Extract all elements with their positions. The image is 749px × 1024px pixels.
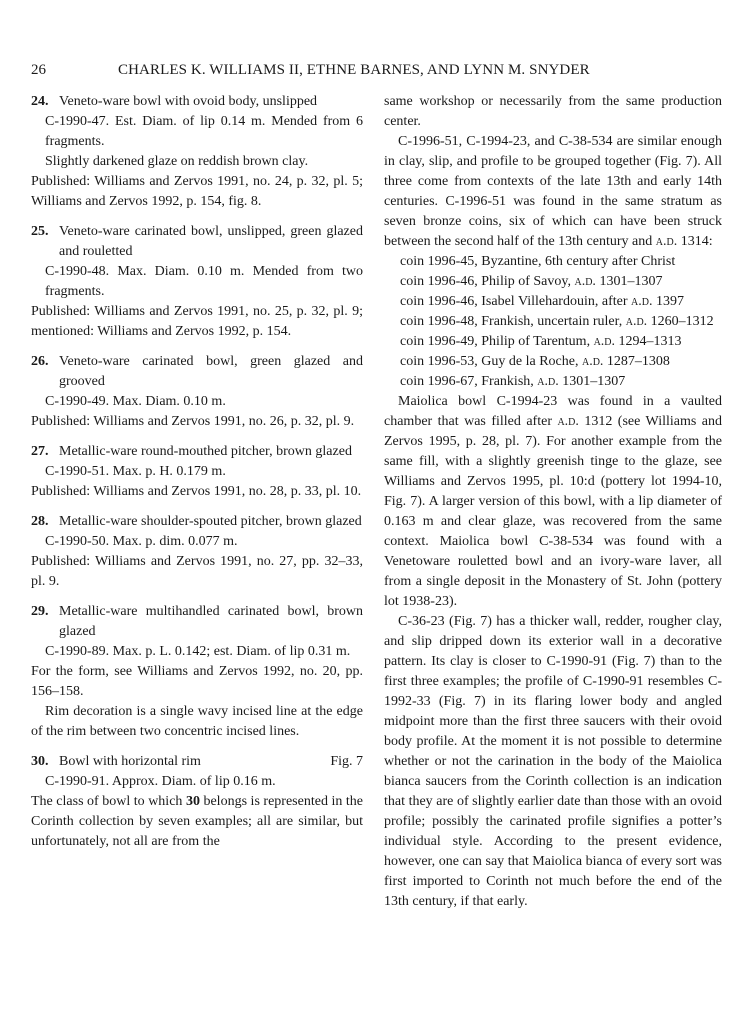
coin-item: coin 1996-48, Frankish, uncertain ruler, a.d. 1260–1312 <box>400 314 714 329</box>
entry-description: C-1990-51. Max. p. H. 0.179 m. <box>45 464 226 479</box>
entry-reference: For the form, see Williams and Zervos 1992, no. 20, pp. 156–158. <box>31 664 363 699</box>
left-column <box>31 92 363 852</box>
paragraph-maiolica-bowl: Maiolica bowl C-1994-23 was found in a vaulted chamber that was filled after a.d. 1312 (see Williams and Zervos 1995, p. 28, pl. 7). For another example from the same fill, with a slightly greenish tinge to the glaze, see Williams and Zervos 1995, pl. 10:d (pottery lot 1994-10, Fig. 7). A larger version of this bowl, with a lip diameter of 0.163 m and clear glaze, was recovered from the same context. Maiolica bowl C-38-534 was found with a Venetoware rouletted bowl and an ivory-ware laver, all from a single deposit in the Monastery of St. John (pottery lot 1938-23). <box>384 394 722 609</box>
entry-number: 24. <box>31 94 49 109</box>
entry-description: C-1990-49. Max. Diam. 0.10 m. <box>45 394 226 409</box>
entry-description: C-1990-47. Est. Diam. of lip 0.14 m. Mended from 6 fragments. <box>45 114 363 149</box>
entry-description: C-1990-50. Max. p. dim. 0.077 m. <box>45 534 238 549</box>
catalog-entry-25 <box>31 222 363 342</box>
catalog-entry-30 <box>31 752 363 852</box>
entry-title: Metallic-ware multihandled carinated bowl, brown glazed <box>59 604 363 639</box>
running-title: CHARLES K. WILLIAMS II, ETHNE BARNES, AND LYNN M. SNYDER <box>118 62 590 78</box>
coin-list <box>384 252 722 392</box>
entry-publication: Published: Williams and Zervos 1991, no. 28, p. 33, pl. 10. <box>31 484 362 499</box>
entry-publication: Published: Williams and Zervos 1991, no. 25, p. 32, pl. 9; mentioned: Williams and Zervos 1992, p. 154. <box>31 304 363 339</box>
coin-item: coin 1996-67, Frankish, a.d. 1301–1307 <box>400 374 626 389</box>
entry-publication: Published: Williams and Zervos 1991, no. 26, p. 32, pl. 9. <box>31 414 355 429</box>
catalog-entry-26 <box>31 352 363 432</box>
entry-number: 28. <box>31 514 49 529</box>
coin-item: coin 1996-49, Philip of Tarentum, a.d. 1294–1313 <box>400 334 682 349</box>
page-number: 26 <box>31 62 46 78</box>
entry-glaze-note: Slightly darkened glaze on reddish brown clay. <box>45 154 309 169</box>
coin-item: coin 1996-46, Philip of Savoy, a.d. 1301–1307 <box>400 274 663 289</box>
catalog-entry-24 <box>31 92 363 212</box>
entry-title: Veneto-ware carinated bowl, green glazed and grooved <box>59 354 363 389</box>
entry-title: Veneto-ware bowl with ovoid body, unslipped <box>59 94 318 109</box>
continued-text: same workshop or necessarily from the same production center. <box>384 94 722 129</box>
entry-number: 27. <box>31 444 49 459</box>
entry-number: 25. <box>31 224 49 239</box>
entry-number: 26. <box>31 354 49 369</box>
entry-description: C-1990-91. Approx. Diam. of lip 0.16 m. <box>45 774 276 789</box>
catalog-entry-27 <box>31 442 363 502</box>
right-column <box>384 92 722 912</box>
coin-item: coin 1996-45, Byzantine, 6th century after Christ <box>400 254 676 269</box>
entry-class-text: The class of bowl to which 30 belongs is represented in the Corinth collection by seven examples; all are similar, but unfortunately, not all are from the <box>31 794 363 849</box>
entry-number: 29. <box>31 604 49 619</box>
entry-title: Metallic-ware round-mouthed pitcher, brown glazed <box>59 444 352 459</box>
entry-title: Metallic-ware shoulder-spouted pitcher, brown glazed <box>59 514 362 529</box>
figure-reference: Fig. 7 <box>330 754 363 769</box>
paragraph-c-36-23: C-36-23 (Fig. 7) has a thicker wall, redder, rougher clay, and slip dripped down its exterior wall in a decorative pattern. Its clay is closer to C-1990-91 (Fig. 7) than to the first three examples; the profile of C-1990-91 resembles C-1992-33 (Fig. 7) in its flaring lower body and angled midpoint more than the first three saucers with their ovoid body profile. At the moment it is not possible to determine whether or not the carination in the body of the Maiolica bianca saucers from the Corinth collection is an indication that they are of slightly earlier date than those with an ovoid profile; possibly the carinated profile signifies a potter’s individual style. According to the present evidence, however, one can say that Maiolica bianca of every sort was first imported to Corinth not much before the end of the 13th century, if that early. <box>384 614 722 909</box>
coin-item: coin 1996-53, Guy de la Roche, a.d. 1287–1308 <box>400 354 670 369</box>
entry-number: 30. <box>31 754 49 769</box>
entry-rim-decoration: Rim decoration is a single wavy incised line at the edge of the rim between two concentric incised lines. <box>31 704 363 739</box>
coin-item: coin 1996-46, Isabel Villehardouin, after a.d. 1397 <box>400 294 684 309</box>
entry-publication: Published: Williams and Zervos 1991, no. 27, pp. 32–33, pl. 9. <box>31 554 363 589</box>
running-header <box>31 60 721 82</box>
catalog-entry-29 <box>31 602 363 742</box>
entry-description: C-1990-89. Max. p. L. 0.142; est. Diam. of lip 0.31 m. <box>45 644 351 659</box>
entry-description: C-1990-48. Max. Diam. 0.10 m. Mended from two fragments. <box>45 264 363 299</box>
entry-publication: Published: Williams and Zervos 1991, no. 24, p. 32, pl. 5; Williams and Zervos 1992, p. 154, fig. 8. <box>31 174 363 209</box>
catalog-entry-28 <box>31 512 363 592</box>
entry-title: Bowl with horizontal rim <box>59 754 201 769</box>
entry-title: Veneto-ware carinated bowl, unslipped, green glazed and rouletted <box>59 224 363 259</box>
paragraph-group: C-1996-51, C-1994-23, and C-38-534 are similar enough in clay, slip, and profile to be grouped together (Fig. 7). All three come from contexts of the late 13th and early 14th centuries. C-1996-51 was found in the same stratum as seven bronze coins, six of which can have been struck between the second half of the 13th century and a.d. 1314: <box>384 134 722 249</box>
